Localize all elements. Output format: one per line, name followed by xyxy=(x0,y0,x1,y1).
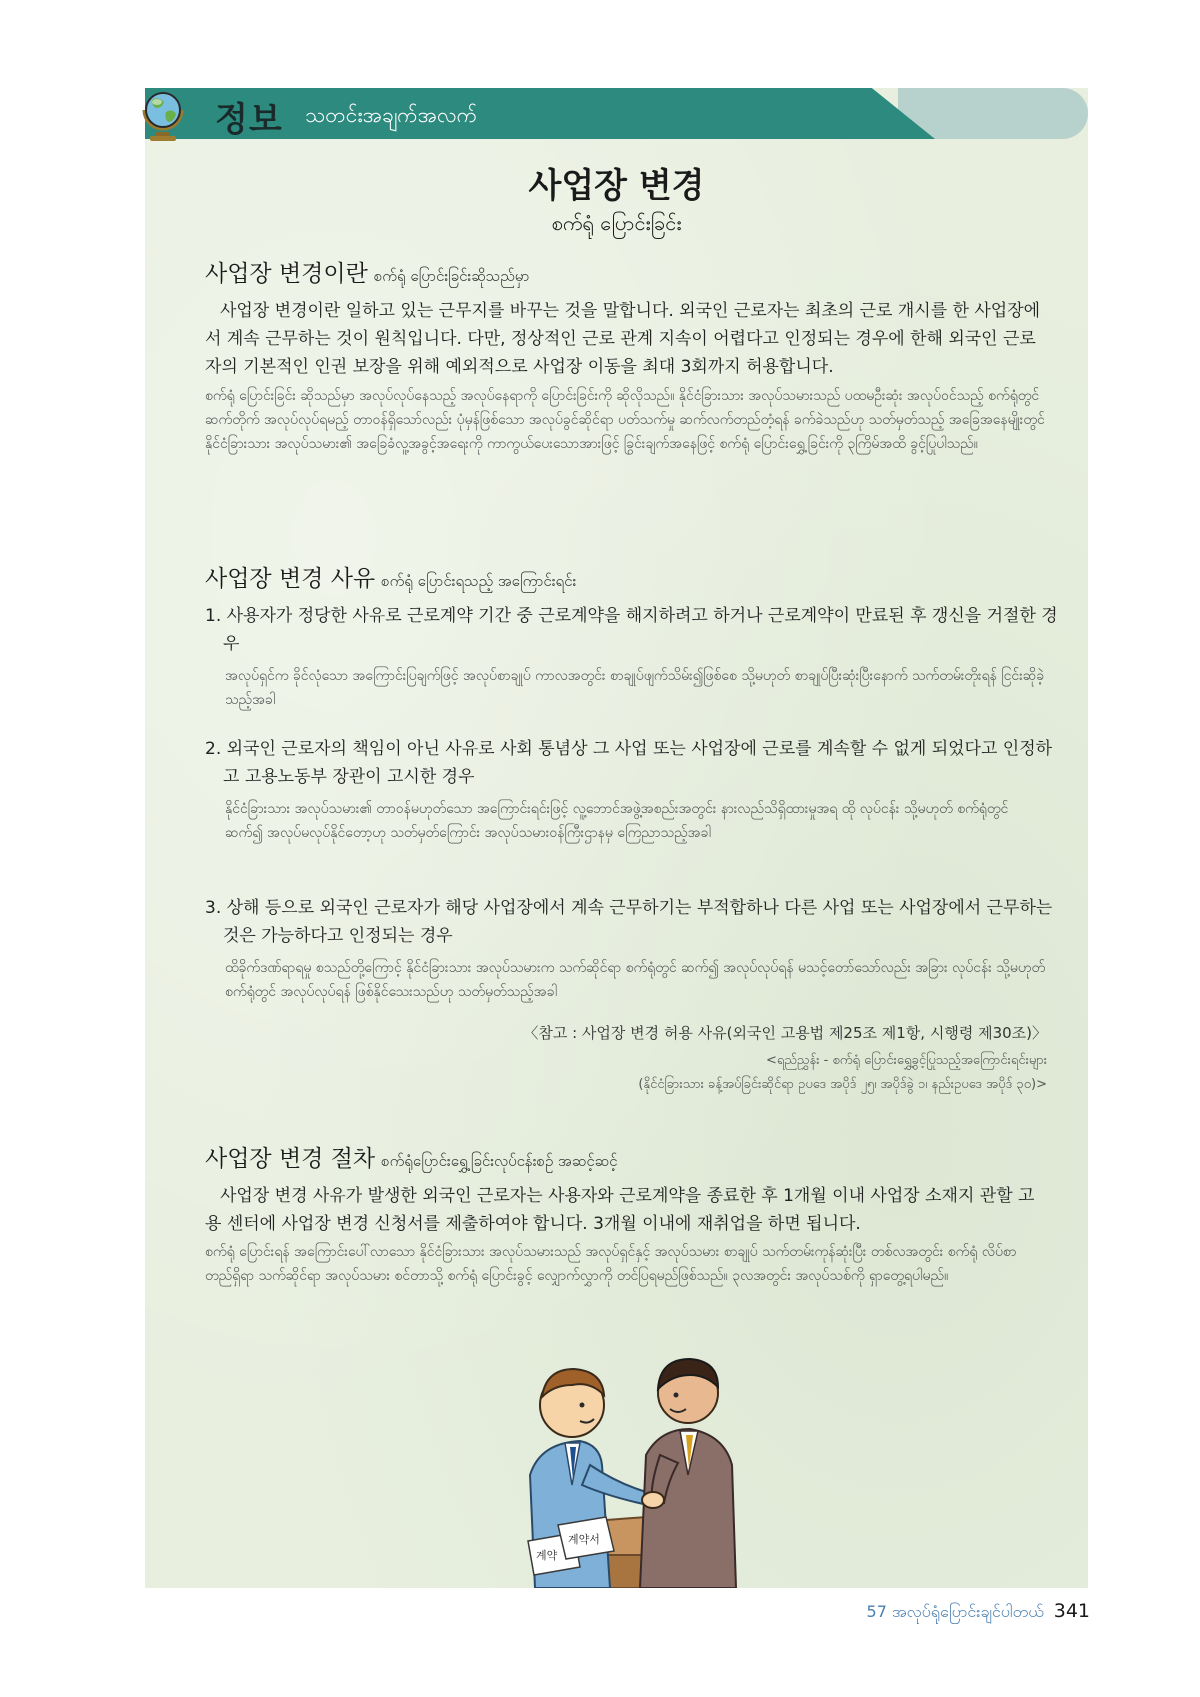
page-number: 341 xyxy=(1053,1600,1090,1622)
section3-body-my: စက်ရုံ ပြောင်းရန် အကြောင်းပေါ်လာသော နိုင်ငံခြားသား အလုပ်သမားသည် အလုပ်ရှင်နှင့် အလုပ်သမား စာချုပ် သက်တမ်းကုန်ဆုံးပြီး တစ်လအတွင်း စက်ရုံ လိပ်စာတည်ရှိရာ သက်ဆိုင်ရာ အလုပ်သမား စင်တာသို့ စက်ရုံ ပြောင်းခွင့် လျှောက်လွှာကို တင်ပြရမည်ဖြစ်သည်။ ၃လအတွင်း အလုပ်သစ်ကို ရှာတွေ့ရပါမည်။ xyxy=(205,1244,1017,1284)
section3-heading xyxy=(205,1140,617,1174)
page-subtitle: စက်ရုံ ပြောင်းခြင်း xyxy=(551,211,682,235)
footer-chapter: 57 အလုပ်ရုံပြောင်းချင်ပါတယ် xyxy=(866,1602,1044,1621)
banner-label-ko: 정보 xyxy=(215,100,283,140)
reason-item-1: 1. 사용자가 정당한 사유로 근로계약 기간 중 근로계약을 해지하려고 하거나 근로계약이 만료된 후 갱신을 거절한 경우 xyxy=(205,606,1058,654)
banner-tail xyxy=(898,88,1088,139)
section1-heading-ko: 사업장 변경이란 xyxy=(205,261,368,287)
reference-note-my-1: <ရည်ညွှန်း - စက်ရုံ ပြောင်းရွှေ့ခွင့်ပြုသည့်အကြောင်းရင်းများ xyxy=(765,1053,1047,1068)
section-banner xyxy=(145,88,1088,139)
section1-heading-my: စက်ရုံ ပြောင်းခြင်းဆိုသည်မှာ xyxy=(373,267,530,285)
reference-note-ko: 〈참고 : 사업장 변경 허용 사유(외국인 고용법 제25조 제1항, 시행령 제30조)〉 xyxy=(523,1024,1047,1042)
section3-body-ko: 사업장 변경 사유가 발생한 외국인 근로자는 사용자와 근로계약을 종료한 후 1개월 이내 사업장 소재지 관할 고용 센터에 사업장 변경 신청서를 제출하여야 합니다. 3개월 이내에 재취업을 하면 됩니다. xyxy=(205,1186,1035,1234)
page-title: 사업장 변경 xyxy=(528,166,705,206)
section2-heading xyxy=(205,560,576,594)
section2-heading-my: စက်ရုံ ပြောင်းရသည့် အကြောင်းရင်း xyxy=(381,572,577,590)
reason-item-3-my: ထိခိုက်ဒဏ်ရာရမှု စသည်တို့ကြောင့် နိုင်ငံခြားသား အလုပ်သမားက သက်ဆိုင်ရာ စက်ရုံတွင် ဆက်၍ အလုပ်လုပ်ရန် မသင့်တော်သော်လည်း အခြား လုပ်ငန်း သို့မဟုတ် စက်ရုံတွင် အလုပ်လုပ်ရန် ဖြစ်နိုင်သေးသည်ဟု သတ်မှတ်သည့်အခါ xyxy=(225,960,1046,1000)
document-label-1: 계약 xyxy=(536,1549,558,1562)
reason-item-2-my: နိုင်ငံခြားသား အလုပ်သမား၏ တာဝန်မဟုတ်သော အကြောင်းရင်းဖြင့် လူ့ဘောင်အဖွဲ့အစည်းအတွင်း နားလည်သိရှိထားမှုအရ ထို လုပ်ငန်း သို့မဟုတ် စက်ရုံတွင် ဆက်၍ အလုပ်မလုပ်နိုင်တော့ဟု သတ်မှတ်ကြောင်း အလုပ်သမားဝန်ကြီးဌာနမှ ကြေညာသည့်အခါ xyxy=(225,801,1009,841)
page-footer xyxy=(867,1600,1090,1625)
banner-label-my: သတင်းအချက်အလက် xyxy=(305,103,478,127)
section2-heading-ko: 사업장 변경 사유 xyxy=(205,566,376,592)
globe-icon xyxy=(138,84,188,144)
section1-body-my: စက်ရုံ ပြောင်းခြင်း ဆိုသည်မှာ အလုပ်လုပ်နေသည့် အလုပ်နေရာကို ပြောင်းခြင်းကို ဆိုလိုသည်။ နိုင်ငံခြားသား အလုပ်သမားသည် ပထမဦးဆုံး အလုပ်ဝင်သည့် စက်ရုံတွင် ဆက်တိုက် အလုပ်လုပ်ရမည့် တာဝန်ရှိသော်လည်း ပုံမှန်ဖြစ်သော အလုပ်ခွင်ဆိုင်ရာ ပတ်သက်မှု ဆက်လက်တည်တံ့ရန် ခက်ခဲသည်ဟု သတ်မှတ်သည့် အခြေအနေမျိုးတွင် နိုင်ငံခြားသား အလုပ်သမား၏ အခြေခံလူ့အခွင့်အရေးကို ကာကွယ်ပေးသောအားဖြင့် ခြွင်းချက်အနေဖြင့် စက်ရုံ ပြောင်းရွှေ့ခြင်းကို ၃ကြိမ်အထိ ခွင့်ပြုပါသည်။ xyxy=(205,388,1045,452)
document-label-2: 계약서 xyxy=(568,1533,600,1546)
section3-heading-ko: 사업장 변경 절차 xyxy=(205,1146,376,1172)
reason-item-3: 3. 상해 등으로 외국인 근로자가 해당 사업장에서 계속 근무하기는 부적합하나 다른 사업 또는 사업장에서 근무하는 것은 가능하다고 인정되는 경우 xyxy=(205,898,1053,946)
reason-item-1-my: အလုပ်ရှင်က ခိုင်လုံသော အကြောင်းပြချက်ဖြင့် အလုပ်စာချုပ် ကာလအတွင်း စာချုပ်ဖျက်သိမ်း၍ဖြစ်စေ သို့မဟုတ် စာချုပ်ပြီးဆုံးပြီးနောက် သက်တမ်းတိုးရန် ငြင်းဆိုခဲ့သည့်အခါ xyxy=(225,668,1045,708)
reference-note-my-2: (နိုင်ငံခြားသား ခန့်အပ်ခြင်းဆိုင်ရာ ဥပဒေ အပိုဒ် ၂၅၊ အပိုဒ်ခွဲ ၁၊ နည်းဥပဒေ အပိုဒ် ၃၀)> xyxy=(638,1077,1047,1092)
handshake-illustration xyxy=(510,1345,750,1588)
reason-item-2: 2. 외국인 근로자의 책임이 아닌 사유로 사회 통념상 그 사업 또는 사업장에 근로를 계속할 수 없게 되었다고 인정하고 고용노동부 장관이 고시한 경우 xyxy=(205,739,1053,787)
section3-heading-my: စက်ရုံပြောင်းရွှေ့ခြင်းလုပ်ငန်းစဉ် အဆင့်ဆင့် xyxy=(381,1152,618,1170)
section1-heading xyxy=(205,255,529,289)
section1-body-ko: 사업장 변경이란 일하고 있는 근무지를 바꾸는 것을 말합니다. 외국인 근로자는 최초의 근로 개시를 한 사업장에서 계속 근무하는 것이 원칙입니다. 다만, 정상적인 근로 관계 지속이 어렵다고 인정되는 경우에 한해 외국인 근로자의 기본적인 인권 보장을 위해 예외적으로 사업장 이동을 최대 3회까지 허용합니다. xyxy=(205,301,1041,377)
